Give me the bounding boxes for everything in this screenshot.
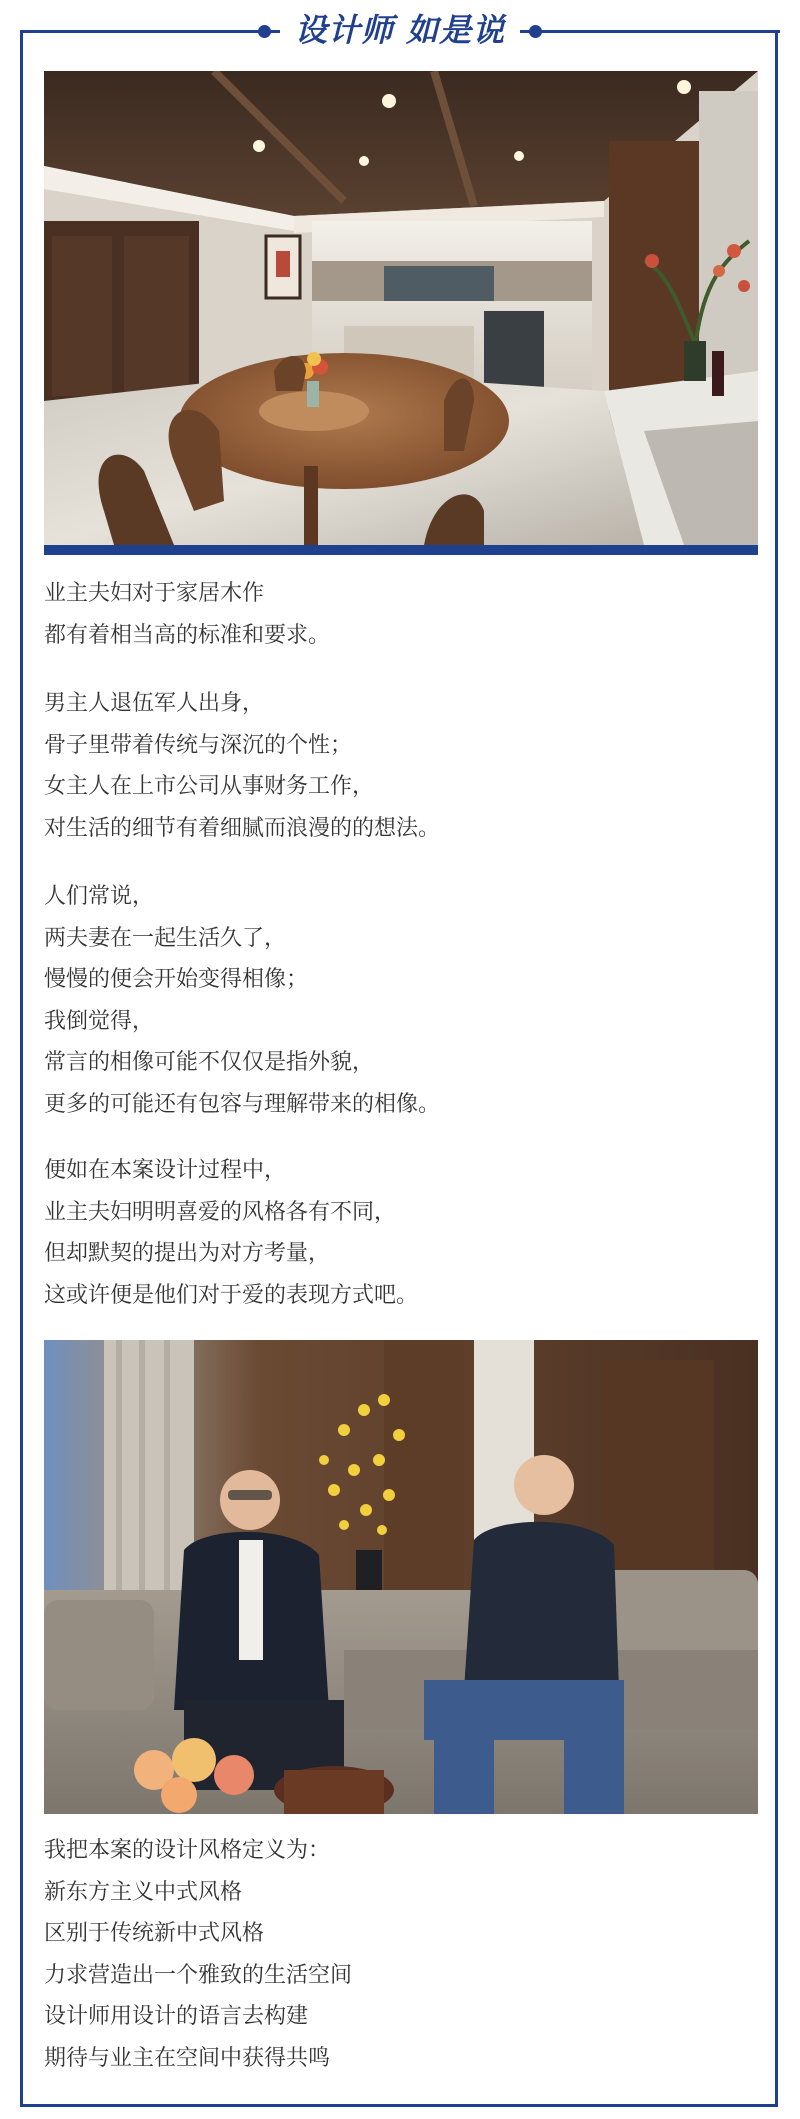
- header-dot-left: [258, 25, 271, 38]
- text-line: 两夫妻在一起生活久了，: [44, 925, 287, 951]
- text-line: 设计师用设计的语言去构建: [44, 2004, 309, 2029]
- text-line: 但却默契的提出为对方考量，: [44, 1241, 331, 1266]
- text-line: 力求营造出一个雅致的生活空间: [44, 1962, 353, 1988]
- text-line: 男主人退伍军人出身，: [44, 691, 265, 716]
- section-title: 设计师 如是说: [280, 6, 520, 54]
- text-line: 更多的可能还有包容与理解带来的相像。: [44, 1091, 441, 1117]
- text-line: 这或许便是他们对于爱的表现方式吧。: [44, 1282, 419, 1308]
- section-header: [0, 6, 800, 54]
- text-line: 对生活的细节有着细腻而浪漫的的想法。: [44, 815, 441, 841]
- text-line: 人们常说，: [44, 884, 155, 909]
- text-line: 女主人在上市公司从事财务工作，: [44, 774, 375, 799]
- header-rule-left: [20, 30, 262, 33]
- text-line: 区别于传统新中式风格: [44, 1921, 265, 1946]
- header-rule-right: [536, 30, 780, 33]
- text-line: 骨子里带着传统与深沉的个性；: [44, 732, 353, 758]
- text-line: 便如在本案设计过程中，: [44, 1158, 287, 1183]
- paragraph-4: [44, 1150, 758, 1316]
- text-line: 我倒觉得，: [44, 1008, 155, 1034]
- paragraph-1: [44, 573, 758, 656]
- paragraph-2: [44, 683, 758, 849]
- text-line: 我把本案的设计风格定义为：: [44, 1838, 331, 1863]
- text-line: 业主夫妇对于家居木作: [44, 581, 265, 606]
- text-line: 常言的相像可能不仅仅是指外貌，: [44, 1050, 375, 1075]
- text-line: 新东方主义中式风格: [44, 1879, 243, 1905]
- dining-room-photo: [44, 71, 758, 545]
- text-line: 期待与业主在空间中获得共鸣: [44, 2045, 331, 2071]
- paragraph-5: [44, 1830, 758, 2079]
- text-line: 慢慢的便会开始变得相像；: [44, 967, 309, 992]
- designer-and-client-photo: [44, 1340, 758, 1814]
- paragraph-3: [44, 876, 758, 1125]
- text-line: 都有着相当高的标准和要求。: [44, 622, 331, 648]
- photo-accent-bar: [44, 545, 758, 555]
- header-dot-right: [529, 25, 542, 38]
- text-line: 业主夫妇明明喜爱的风格各有不同，: [44, 1199, 397, 1225]
